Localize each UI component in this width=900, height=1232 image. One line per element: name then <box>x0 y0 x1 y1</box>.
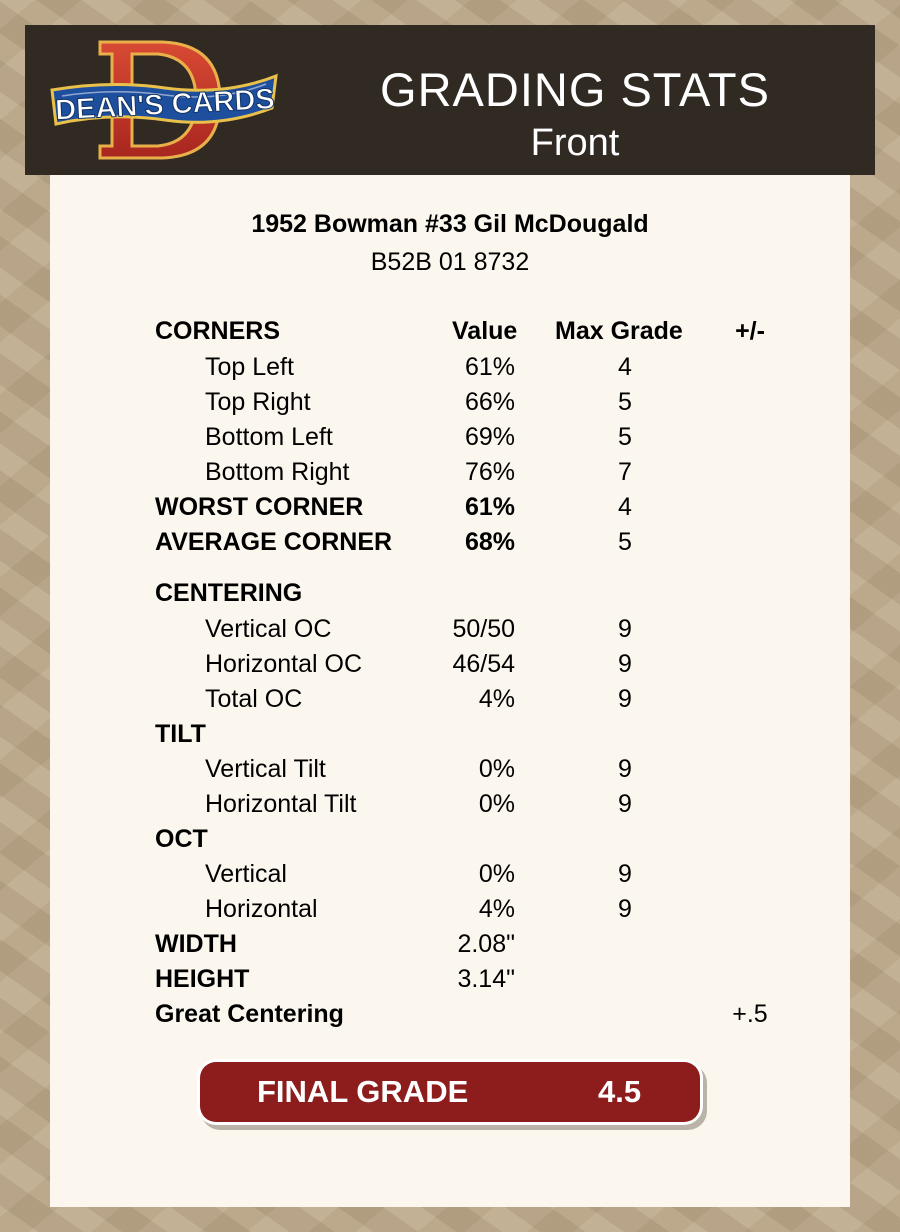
stat-value: 0% <box>478 755 515 783</box>
stat-label: Bottom Right <box>205 458 350 486</box>
plus-minus-column-header: +/- <box>735 317 765 345</box>
corners-heading: CORNERS <box>155 317 281 345</box>
card-cert-number: B52B 01 8732 <box>370 248 530 276</box>
stat-row <box>0 458 900 490</box>
stat-label: Total OC <box>205 685 303 713</box>
card-name: 1952 Bowman #33 Gil McDougald <box>251 210 649 238</box>
height-label: HEIGHT <box>155 965 250 993</box>
value-column-header: Value <box>452 317 518 345</box>
stat-max-grade: 9 <box>618 755 632 783</box>
stat-row <box>0 650 900 682</box>
page-title: GRADING STATS <box>380 63 770 116</box>
tilt-heading: TILT <box>155 720 206 748</box>
stat-label: Vertical OC <box>205 615 332 643</box>
stat-value: 46/54 <box>452 650 515 678</box>
stat-row <box>0 755 900 787</box>
stat-row <box>0 685 900 717</box>
stat-value: 69% <box>464 423 515 451</box>
stat-max-grade: 5 <box>618 528 632 556</box>
page-subtitle: Front <box>530 122 620 164</box>
deans-cards-logo <box>50 38 280 163</box>
bonus-value: +.5 <box>732 1000 768 1028</box>
stat-row <box>0 860 900 892</box>
stat-value: 4% <box>478 895 515 923</box>
stat-row <box>0 790 900 822</box>
stat-row <box>0 388 900 420</box>
width-label: WIDTH <box>155 930 237 958</box>
stat-label: Horizontal OC <box>205 650 362 678</box>
stat-value: 66% <box>464 388 515 416</box>
centering-heading: CENTERING <box>155 579 303 607</box>
bonus-label: Great Centering <box>155 1000 344 1028</box>
stat-value: 68% <box>464 528 515 556</box>
width-row <box>0 930 900 962</box>
great-centering-row <box>0 1000 900 1032</box>
stat-label: Vertical <box>205 860 287 888</box>
stat-max-grade: 9 <box>618 895 632 923</box>
final-grade-banner <box>200 1062 700 1122</box>
stat-max-grade: 9 <box>618 860 632 888</box>
stat-value: 61% <box>464 353 515 381</box>
stat-label: AVERAGE CORNER <box>155 528 393 556</box>
final-grade-value: 4.5 <box>598 1074 642 1109</box>
stat-value: 0% <box>478 860 515 888</box>
stat-value: 61% <box>464 493 515 521</box>
stat-max-grade: 5 <box>618 388 632 416</box>
stat-max-grade: 5 <box>618 423 632 451</box>
height-row <box>0 965 900 997</box>
stat-label: Top Left <box>205 353 294 381</box>
stat-label: Horizontal <box>205 895 318 923</box>
worst-corner-row <box>0 493 900 525</box>
stat-max-grade: 9 <box>618 790 632 818</box>
tilt-heading-row <box>0 720 900 752</box>
stat-row <box>0 423 900 455</box>
stat-max-grade: 4 <box>618 353 632 381</box>
stat-value: 50/50 <box>452 615 515 643</box>
stat-max-grade: 9 <box>618 615 632 643</box>
stat-label: Horizontal Tilt <box>205 790 357 818</box>
logo-text: DEAN'S CARDS <box>54 83 276 127</box>
stat-label: WORST CORNER <box>155 493 364 521</box>
width-value: 2.08" <box>457 930 515 958</box>
oct-heading: OCT <box>155 825 208 853</box>
average-corner-row <box>0 528 900 560</box>
height-value: 3.14" <box>457 965 515 993</box>
corners-header-row <box>0 317 900 349</box>
stat-max-grade: 9 <box>618 650 632 678</box>
centering-heading-row <box>0 579 900 611</box>
stat-row <box>0 353 900 385</box>
stat-value: 0% <box>478 790 515 818</box>
stat-max-grade: 7 <box>618 458 632 486</box>
stat-row <box>0 615 900 647</box>
stat-label: Top Right <box>205 388 311 416</box>
final-grade-label: FINAL GRADE <box>257 1074 469 1109</box>
stat-max-grade: 4 <box>618 493 632 521</box>
stat-label: Vertical Tilt <box>205 755 326 783</box>
oct-heading-row <box>0 825 900 857</box>
max-grade-column-header: Max Grade <box>555 317 683 345</box>
stat-label: Bottom Left <box>205 423 333 451</box>
stat-value: 4% <box>478 685 515 713</box>
stat-row <box>0 895 900 927</box>
stat-value: 76% <box>464 458 515 486</box>
stat-max-grade: 9 <box>618 685 632 713</box>
